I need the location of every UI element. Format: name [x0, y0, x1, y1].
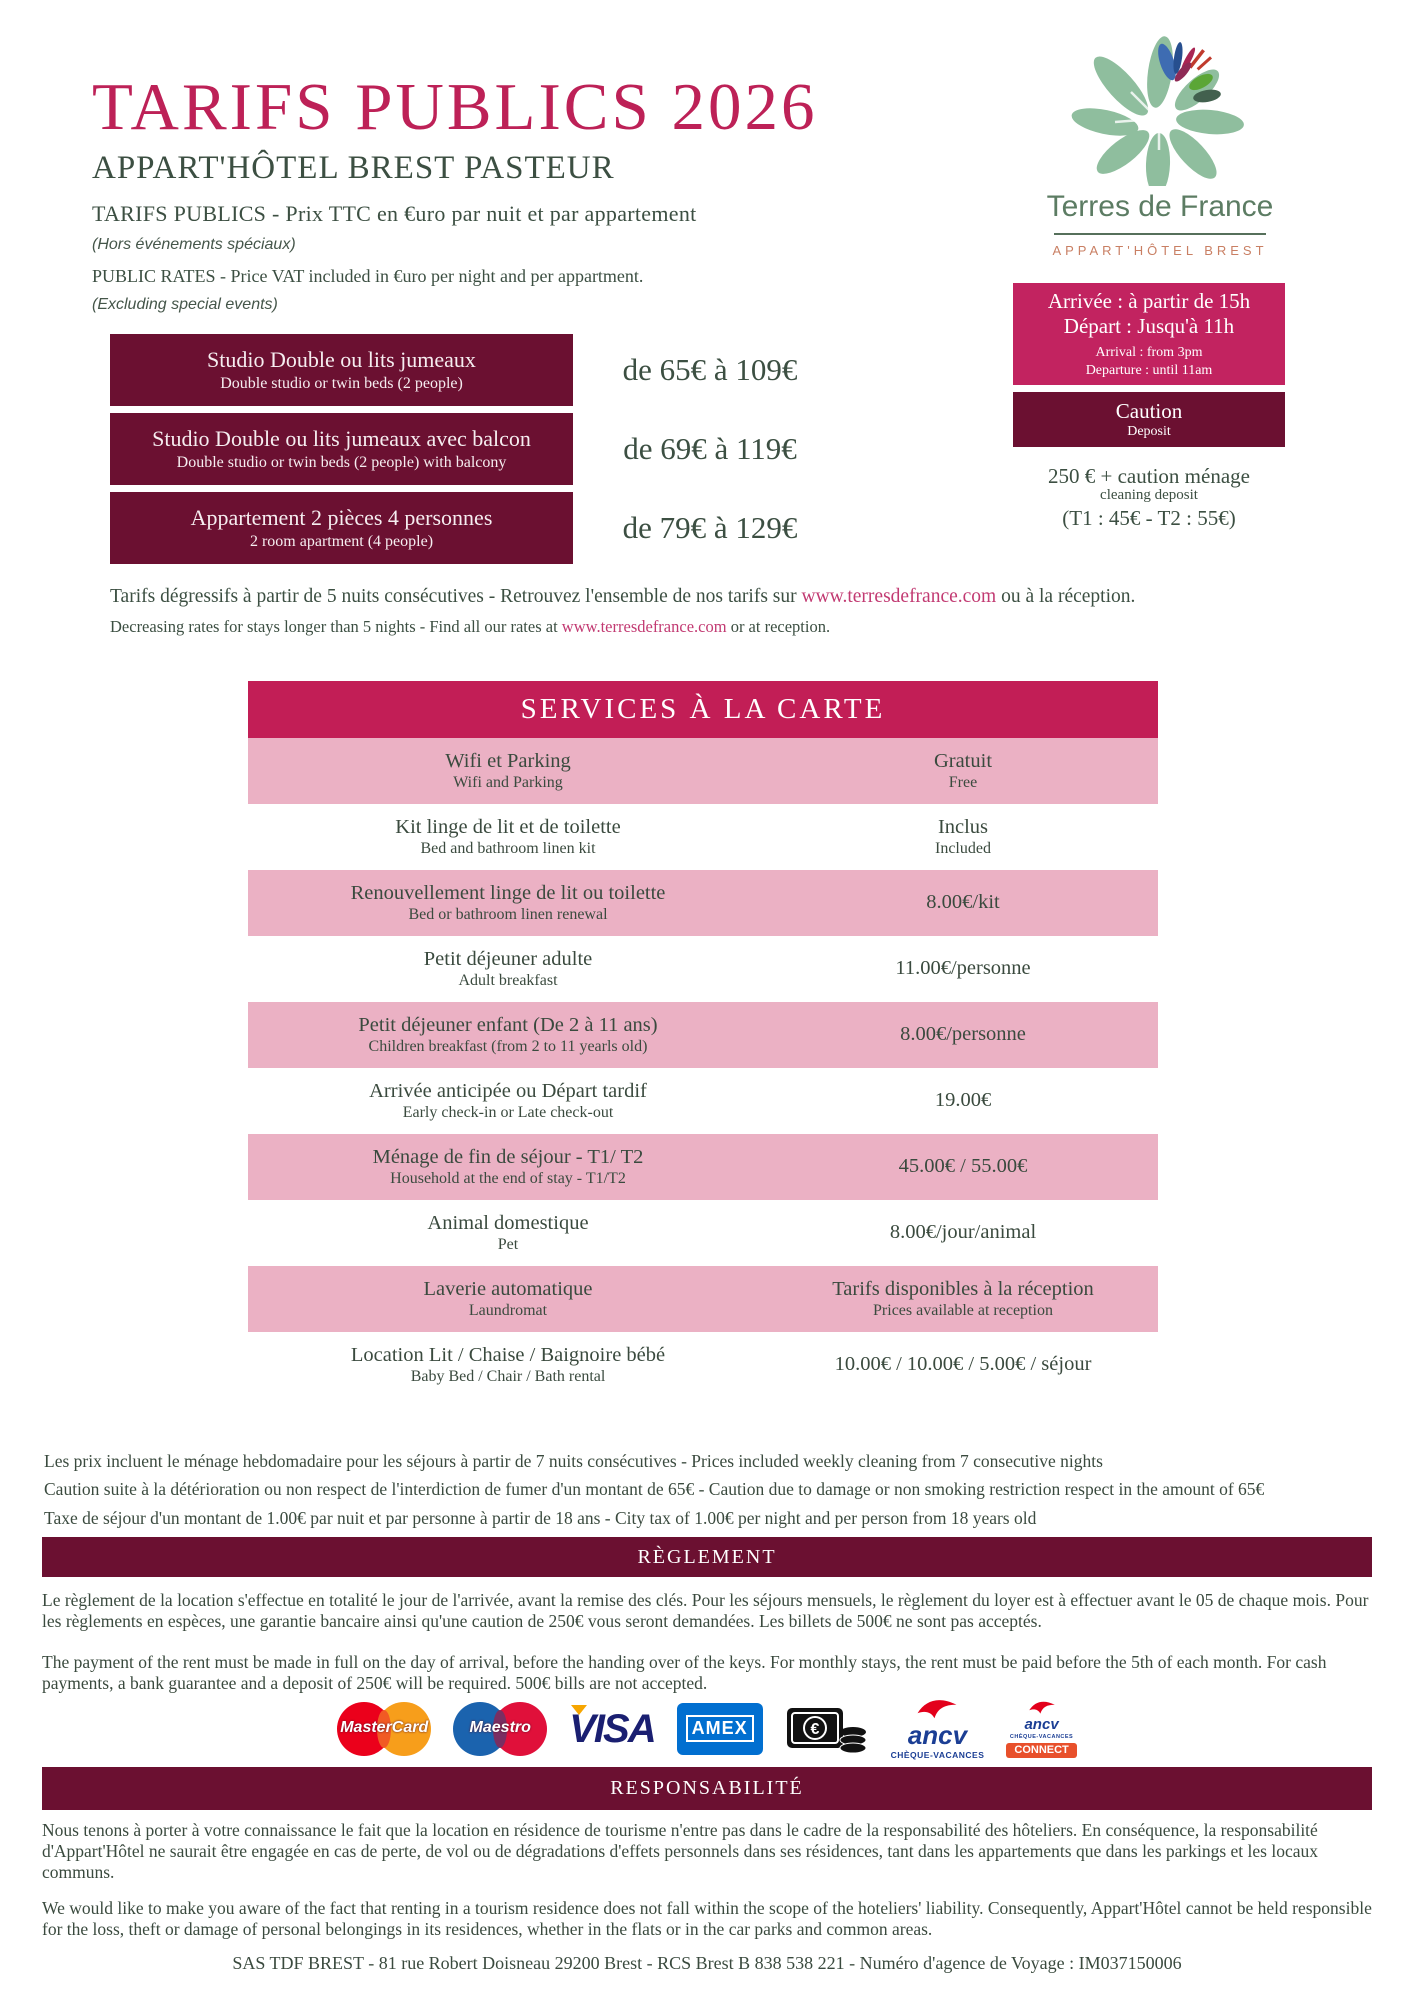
service-price: 8.00€/personne — [900, 1023, 1026, 1046]
ancv-sub-label: CHÈQUE-VACANCES — [890, 1750, 985, 1760]
caution-box — [1013, 392, 1285, 447]
table-row — [248, 1134, 1158, 1200]
visa-icon — [569, 1706, 655, 1751]
service-fr: Renouvellement linge de lit ou toilette — [350, 881, 666, 904]
price-notes — [44, 1452, 1389, 1537]
ancv-label: ancv — [907, 1720, 968, 1750]
rate-box-studio-balcon — [110, 413, 573, 485]
degressive-en — [110, 617, 1350, 637]
mastercard-icon — [337, 1701, 431, 1757]
tagline-en: PUBLIC RATES - Price VAT included in €uro per night and per appartment. — [92, 266, 644, 286]
service-en: Baby Bed / Chair / Bath rental — [410, 1368, 606, 1386]
website-link[interactable]: www.terresdefrance.com — [801, 586, 997, 607]
degressive-fr-text: ou à la réception. — [996, 586, 1136, 607]
degressive-fr-text: Tarifs dégressifs à partir de 5 nuits consécutives - Retrouvez l'ensemble de nos tarifs sur — [110, 586, 802, 607]
tagline-en-note: (Excluding special events) — [92, 296, 278, 313]
rate-label-fr: Appartement 2 pièces 4 personnes — [190, 505, 493, 531]
service-fr: Petit déjeuner adulte — [423, 947, 593, 970]
service-price: 10.00€ / 10.00€ / 5.00€ / séjour — [834, 1353, 1092, 1376]
caution-fr: Caution — [1115, 398, 1183, 423]
room-rates — [110, 334, 847, 571]
rate-label-fr: Studio Double ou lits jumeaux — [207, 347, 476, 373]
rate-label-fr: Studio Double ou lits jumeaux avec balcon — [152, 426, 531, 452]
reglement-text-en: The payment of the rent must be made in full on the day of arrival, before the handing over of the keys. For monthly stays, the rent must be paid before the 5th of each month. For cash payments, a bank guarantee and a deposit of 250€ will be required. 500€ bills are not accepted. — [42, 1652, 1327, 1693]
services-table — [248, 681, 1158, 1398]
logo-sub-text: APPART'HÔTEL BREST — [1052, 243, 1268, 258]
reglement-header: RÈGLEMENT — [42, 1537, 1372, 1577]
maestro-icon — [453, 1701, 547, 1757]
service-en: Pet — [497, 1236, 519, 1254]
deposit-details — [1013, 465, 1285, 530]
note-city-tax: Taxe de séjour d'un montant de 1.00€ par nuit et par personne à partir de 18 ans - City tax of 1.00€ per night and per person from 18 years old — [44, 1507, 1037, 1528]
reglement-text-fr: Le règlement de la location s'effectue en totalité le jour de l'arrivée, avant la remise des clés. Pour les séjours mensuels, le règlement du loyer est à effectuer avant le 05 de chaque mois. Pour les règlements en espèces, une garantie bancaire ainsi qu'une caution de 250€ vous seront demandées. Les billets de 500€ ne sont pas acceptés. — [42, 1590, 1369, 1631]
responsabilite-header: RESPONSABILITÉ — [42, 1767, 1372, 1810]
logo-divider — [1054, 233, 1266, 235]
service-en: Wifi and Parking — [453, 774, 563, 792]
service-price: 45.00€ / 55.00€ — [898, 1155, 1028, 1178]
service-en: Laundromat — [468, 1302, 548, 1320]
cash-icon — [785, 1702, 869, 1756]
deposit-t1-t2: (T1 : 45€ - T2 : 55€) — [1062, 505, 1236, 530]
arrival-fr: Arrivée : à partir de 15h — [1047, 288, 1251, 313]
rate-label-en: Double studio or twin beds (2 people) with balcony — [176, 454, 507, 472]
service-price: 19.00€ — [934, 1089, 992, 1112]
table-row — [248, 1068, 1158, 1134]
service-en: Bed and bathroom linen kit — [420, 840, 596, 858]
table-row — [248, 870, 1158, 936]
service-price-en: Included — [935, 840, 991, 858]
service-fr: Arrivée anticipée ou Départ tardif — [369, 1079, 647, 1102]
document-header — [92, 70, 818, 314]
departure-en: Departure : until 11am — [1085, 362, 1213, 378]
degressive-en-text: Decreasing rates for stays longer than 5 nights - Find all our rates at — [110, 617, 562, 636]
service-fr: Ménage de fin de séjour - T1/ T2 — [372, 1145, 644, 1168]
deposit-amount: 250 € + caution ménage — [1048, 464, 1250, 488]
note-damage-caution: Caution suite à la détérioration ou non respect de l'interdiction de fumer d'un montant de 65€ - Caution due to damage or non smoking restriction respect in the amount of 65€ — [44, 1479, 1265, 1500]
rate-price: de 65€ à 109€ — [622, 352, 798, 387]
service-price: 11.00€/personne — [895, 957, 1031, 980]
rate-label-en: Double studio or twin beds (2 people) — [220, 375, 463, 393]
note-weekly-cleaning: Les prix incluent le ménage hebdomadaire pour les séjours à partir de 7 nuits consécutives - Prices included weekly cleaning from 7 consecutive nights — [44, 1451, 1103, 1471]
maestro-label: Maestro — [469, 1718, 531, 1736]
rate-box-studio — [110, 334, 573, 406]
service-fr: Petit déjeuner enfant (De 2 à 11 ans) — [358, 1013, 658, 1036]
rate-price: de 79€ à 129€ — [622, 510, 798, 545]
rate-row — [110, 492, 847, 564]
service-fr: Animal domestique — [427, 1211, 589, 1234]
flower-logo-icon — [1055, 26, 1265, 186]
service-en: Adult breakfast — [458, 972, 558, 990]
page-title: TARIFS PUBLICS 2026 — [92, 70, 818, 144]
service-price-en: Free — [948, 774, 978, 792]
table-row — [248, 1332, 1158, 1398]
rate-row — [110, 413, 847, 485]
responsabilite-text-en: We would like to make you aware of the fact that renting in a tourism residence does not fall within the scope of the hoteliers' liability. Consequently, Appart'Hôtel cannot be held responsible for the loss, theft or damage of personal belongings in its residences, whether in the flats or in the car parks and common areas. — [42, 1898, 1372, 1939]
arrival-departure-box — [1013, 283, 1285, 385]
rate-box-appartement — [110, 492, 573, 564]
service-en: Early check-in or Late check-out — [402, 1104, 614, 1122]
amex-icon — [677, 1703, 763, 1755]
caution-en: Deposit — [1127, 423, 1171, 439]
hotel-name: APPART'HÔTEL BREST PASTEUR — [92, 150, 615, 186]
company-footer: SAS TDF BREST - 81 rue Robert Doisneau 29200 Brest - RCS Brest B 838 538 221 - Numéro d'agence de Voyage : IM037150006 — [232, 1953, 1182, 1973]
rate-label-en: 2 room apartment (4 people) — [249, 533, 434, 551]
table-row — [248, 1200, 1158, 1266]
payment-methods — [0, 1698, 1414, 1760]
deposit-en: cleaning deposit — [1100, 487, 1198, 504]
service-fr: Location Lit / Chaise / Baignoire bébé — [350, 1343, 666, 1366]
degressive-en-text: or at reception. — [726, 617, 831, 636]
ancv-icon — [891, 1698, 985, 1760]
service-fr: Kit linge de lit et de toilette — [395, 815, 621, 838]
service-price: Gratuit — [933, 749, 993, 772]
service-fr: Laverie automatique — [423, 1277, 593, 1300]
ancv-connect-icon — [1006, 1700, 1076, 1759]
degressive-rates — [110, 586, 1350, 637]
tagline-fr-note: (Hors événements spéciaux) — [92, 236, 296, 253]
service-price-en: Prices available at reception — [873, 1302, 1053, 1320]
amex-label: AMEX — [686, 1715, 754, 1742]
brand-logo — [995, 26, 1325, 258]
tagline-fr: TARIFS PUBLICS - Prix TTC en €uro par nuit et par appartement — [92, 201, 697, 226]
table-row — [248, 1266, 1158, 1332]
website-link[interactable]: www.terresdefrance.com — [561, 617, 727, 636]
logo-brand-text: Terres de France — [1046, 190, 1274, 223]
mastercard-label: MasterCard — [340, 1718, 429, 1736]
svg-text:€: € — [810, 1720, 820, 1738]
degressive-fr — [110, 586, 1350, 608]
ancv-sub-label: CHÈQUE-VACANCES — [1009, 1733, 1074, 1740]
arrival-en: Arrival : from 3pm — [1095, 345, 1203, 361]
services-header: SERVICES À LA CARTE — [248, 681, 1158, 738]
service-price: 8.00€/jour/animal — [889, 1221, 1037, 1244]
ancv-label: ancv — [1024, 1715, 1059, 1733]
service-fr: Wifi et Parking — [445, 749, 571, 772]
visa-label: VISA — [569, 1706, 655, 1751]
rate-row — [110, 334, 847, 406]
table-row — [248, 1002, 1158, 1068]
info-sidebar — [1013, 283, 1285, 530]
responsabilite-text-fr: Nous tenons à porter à votre connaissance le fait que la location en résidence de tourisme n'entre pas dans le cadre de la responsabilité des hôteliers. En conséquence, la responsabilité d'Appart'Hôtel ne saurait être engagée en cas de perte, de vol ou de dégradations d'effets personnels dans ses résidences, tant dans les appartements que dans les parkings et les locaux communs. — [42, 1820, 1318, 1882]
service-price: Inclus — [937, 815, 989, 838]
service-price: 8.00€/kit — [926, 891, 1000, 914]
rate-price: de 69€ à 119€ — [623, 431, 797, 466]
table-row — [248, 804, 1158, 870]
service-en: Children breakfast (from 2 to 11 yearls old) — [368, 1038, 648, 1056]
departure-fr: Départ : Jusqu'à 11h — [1063, 314, 1235, 338]
service-en: Bed or bathroom linen renewal — [408, 906, 608, 924]
service-price: Tarifs disponibles à la réception — [832, 1277, 1094, 1300]
table-row — [248, 936, 1158, 1002]
connect-badge: CONNECT — [1006, 1743, 1076, 1758]
service-en: Household at the end of stay - T1/T2 — [390, 1170, 626, 1188]
table-row — [248, 738, 1158, 804]
